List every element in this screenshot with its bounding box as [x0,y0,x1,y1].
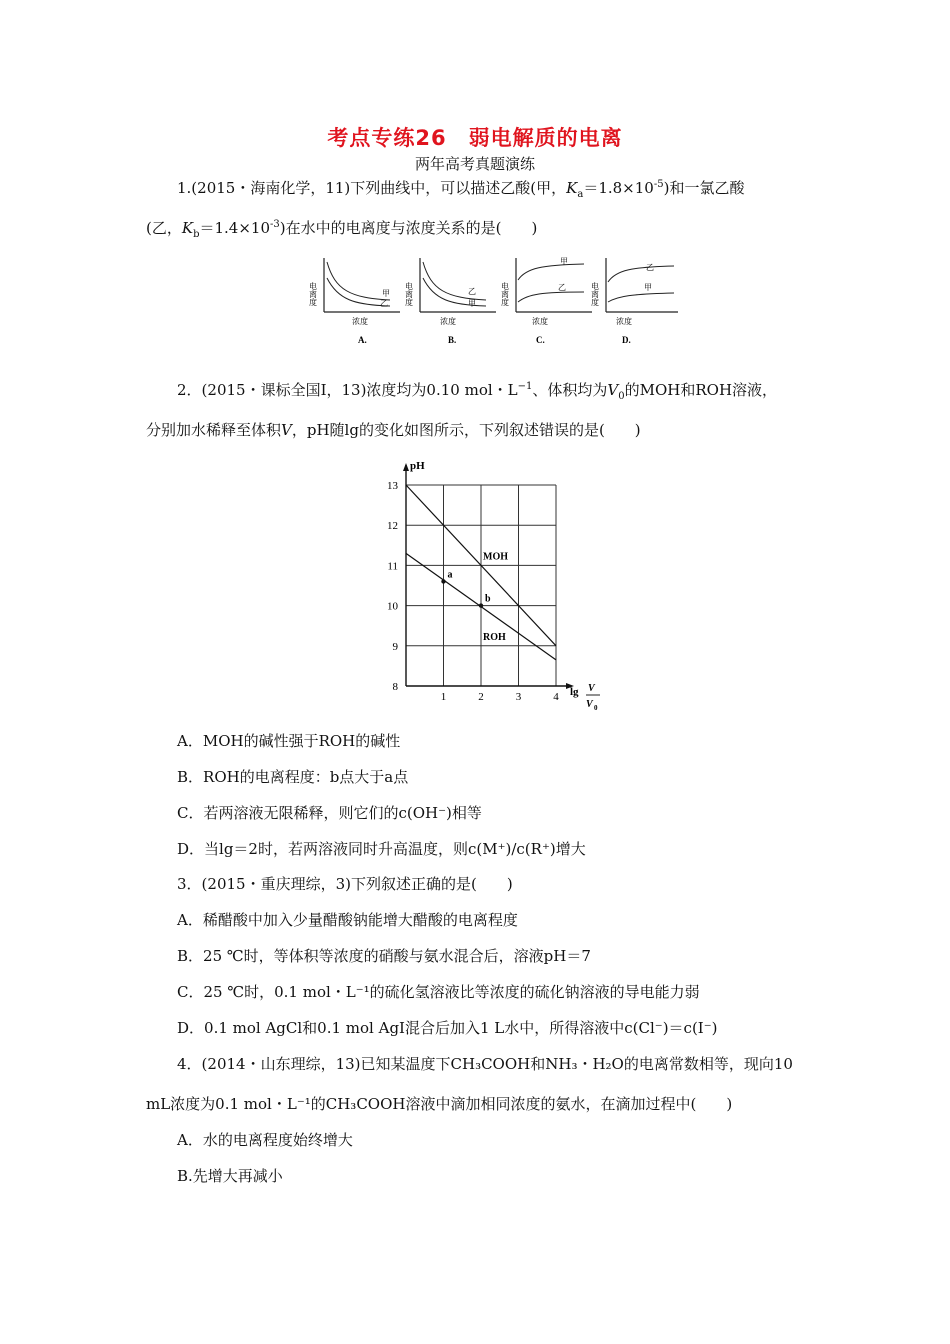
panel-d-lower-label: 甲 [644,283,652,292]
ph-xlabel-lg: lg [570,686,579,698]
ph-xlabel-denominator-sub: 0 [594,704,598,712]
q2-text-d: 分别加水稀释至体积 [146,421,282,439]
panel-d-letter: D. [622,335,631,345]
panel-c-lower-curve [518,292,584,302]
panel-a [309,258,401,345]
x-tick-label: 1 [440,691,447,703]
q4-option-b: B.先增大再减小 [177,1167,283,1185]
y-tick-label: 12 [387,520,398,533]
q3-stem: 3．(2015・重庆理综，3)下列叙述正确的是( ) [177,875,513,893]
q2-line-2 [146,420,641,440]
y-tick-label: 10 [387,600,398,613]
panel-d-xlabel: 浓度 [616,317,632,326]
panel-b-upper-label: 乙 [468,287,476,296]
x-tick-label: 4 [553,691,559,703]
ph-chart-ticks [387,480,559,703]
q2-line-1 [177,380,777,400]
x-tick-label: 2 [478,691,484,703]
v-symbol: V [281,421,292,439]
panel-c-lower-label: 乙 [558,283,566,292]
series-label-roh: ROH [483,631,506,643]
ph-chart [370,455,610,720]
point-b [479,603,483,607]
panel-b-lower-label: 甲 [468,299,476,308]
q3-option-b: B．25 ℃时，等体积等浓度的硝酸与氨水混合后，溶液pH＝7 [177,947,591,965]
ka-symbol: K [566,179,578,197]
panel-d [591,258,679,345]
section-subtitle: 两年高考真题演练 [414,155,535,173]
q1-text-b: ＝1.8×10 [583,179,654,197]
panel-b-ylabel: 电离度 [404,282,414,306]
q1-line-2 [146,218,537,238]
y-tick-label: 13 [387,480,398,492]
v0-subscript: 0 [618,391,625,402]
x-tick-label: 3 [515,691,522,703]
panel-b [405,258,497,345]
kb-exponent: -3 [270,219,280,230]
ph-xlabel-numerator: V [588,683,595,694]
q4-option-a: A．水的电离程度始终增大 [177,1131,353,1149]
panel-c-upper-curve [518,264,584,280]
q3-option-a: A．稀醋酸中加入少量醋酸钠能增大醋酸的电离程度 [177,911,518,929]
y-tick-label: 9 [392,640,398,653]
ph-chart-points [441,569,491,607]
panel-a-letter: A. [358,335,367,345]
point-label-b: b [485,593,491,605]
q2-unit-exponent: −1 [517,381,533,392]
q2-option-a: A．MOH的碱性强于ROH的碱性 [177,732,401,750]
ka-subscript: a [577,189,584,200]
y-tick-label: 11 [387,560,398,573]
q2-option-d: D．当lg＝2时，若两溶液同时升高温度，则c(M⁺)/c(R⁺)增大 [177,840,586,858]
q3-option-c: C．25 ℃时，0.1 mol・L⁻¹的硫化氢溶液比等浓度的硫化钠溶液的导电能力弱 [177,983,700,1001]
panel-d-upper-curve [608,266,674,282]
panel-d-upper-label: 乙 [646,263,654,272]
panel-a-upper-curve [327,262,390,300]
ph-chart-grid [406,485,556,686]
q1-text-f: )在水中的电离度与浓度关系的是( ) [279,219,538,237]
ph-xlabel-denominator: V [586,699,593,710]
kb-symbol: K [181,219,194,237]
q1-text-c: )和一氯乙酸 [663,179,745,197]
ph-chart-axis-labels [410,460,600,712]
panel-c-ylabel: 电离度 [500,282,510,306]
kb-subscript: b [193,229,200,240]
panel-c-xlabel: 浓度 [532,317,548,326]
panel-c-upper-label: 甲 [560,257,568,266]
q4-line-2: mL浓度为0.1 mol・L⁻¹的CH₃COOH溶液中滴加相同浓度的氨水，在滴加过程中( ) [146,1095,733,1113]
panel-a-lower-label: 乙 [380,299,388,308]
panel-b-upper-curve [423,262,486,300]
q1-text-a: 1.(2015・海南化学，11)下列曲线中，可以描述乙酸(甲， [177,179,567,197]
q2-option-b: B．ROH的电离程度：b点大于a点 [177,768,409,786]
ph-ylabel: pH [410,460,425,472]
point-a [441,579,445,583]
panel-b-letter: B. [448,335,457,345]
q2-option-c: C．若两溶液无限稀释，则它们的c(OH⁻)相等 [177,804,482,822]
panel-a-xlabel: 浓度 [352,317,368,326]
q1-text-e: ＝1.4×10 [199,219,270,237]
q2-text-a: 2．(2015・课标全国Ⅰ，13)浓度均为0.10 mol・L [177,381,518,399]
q3-option-d: D．0.1 mol AgCl和0.1 mol AgI混合后加入1 L水中，所得溶液中c(Cl⁻)＝c(I⁻) [177,1019,718,1037]
q2-text-c: 的MOH和ROH溶液， [624,381,778,399]
panel-a-upper-label: 甲 [382,289,390,298]
panel-d-ylabel: 电离度 [590,282,600,306]
ka-exponent: -5 [653,179,664,190]
q4-line-1: 4．(2014・山东理综，13)已知某温度下CH₃COOH和NH₃・H₂O的电离常数相等，现向10 [177,1055,793,1073]
point-label-a: a [447,569,453,581]
series-label-moh: MOH [483,551,508,563]
panel-a-ylabel: 电离度 [308,282,318,306]
q1-line-1 [177,178,744,198]
panel-d-lower-curve [608,293,674,302]
q1-text-d: (乙， [146,219,182,237]
q2-text-e: ，pH随lg的变化如图所示，下列叙述错误的是( ) [291,421,641,439]
panel-c-letter: C. [536,335,545,345]
y-tick-label: 8 [392,681,398,693]
page-title: 考点专练26 弱电解质的电离 [327,126,623,150]
y-axis-arrow [403,463,409,471]
panel-c [501,257,593,345]
q1-figure [300,250,680,350]
v0-symbol: V [607,381,619,399]
panel-b-xlabel: 浓度 [440,317,456,326]
q2-text-b: 、体积均为 [532,381,608,399]
